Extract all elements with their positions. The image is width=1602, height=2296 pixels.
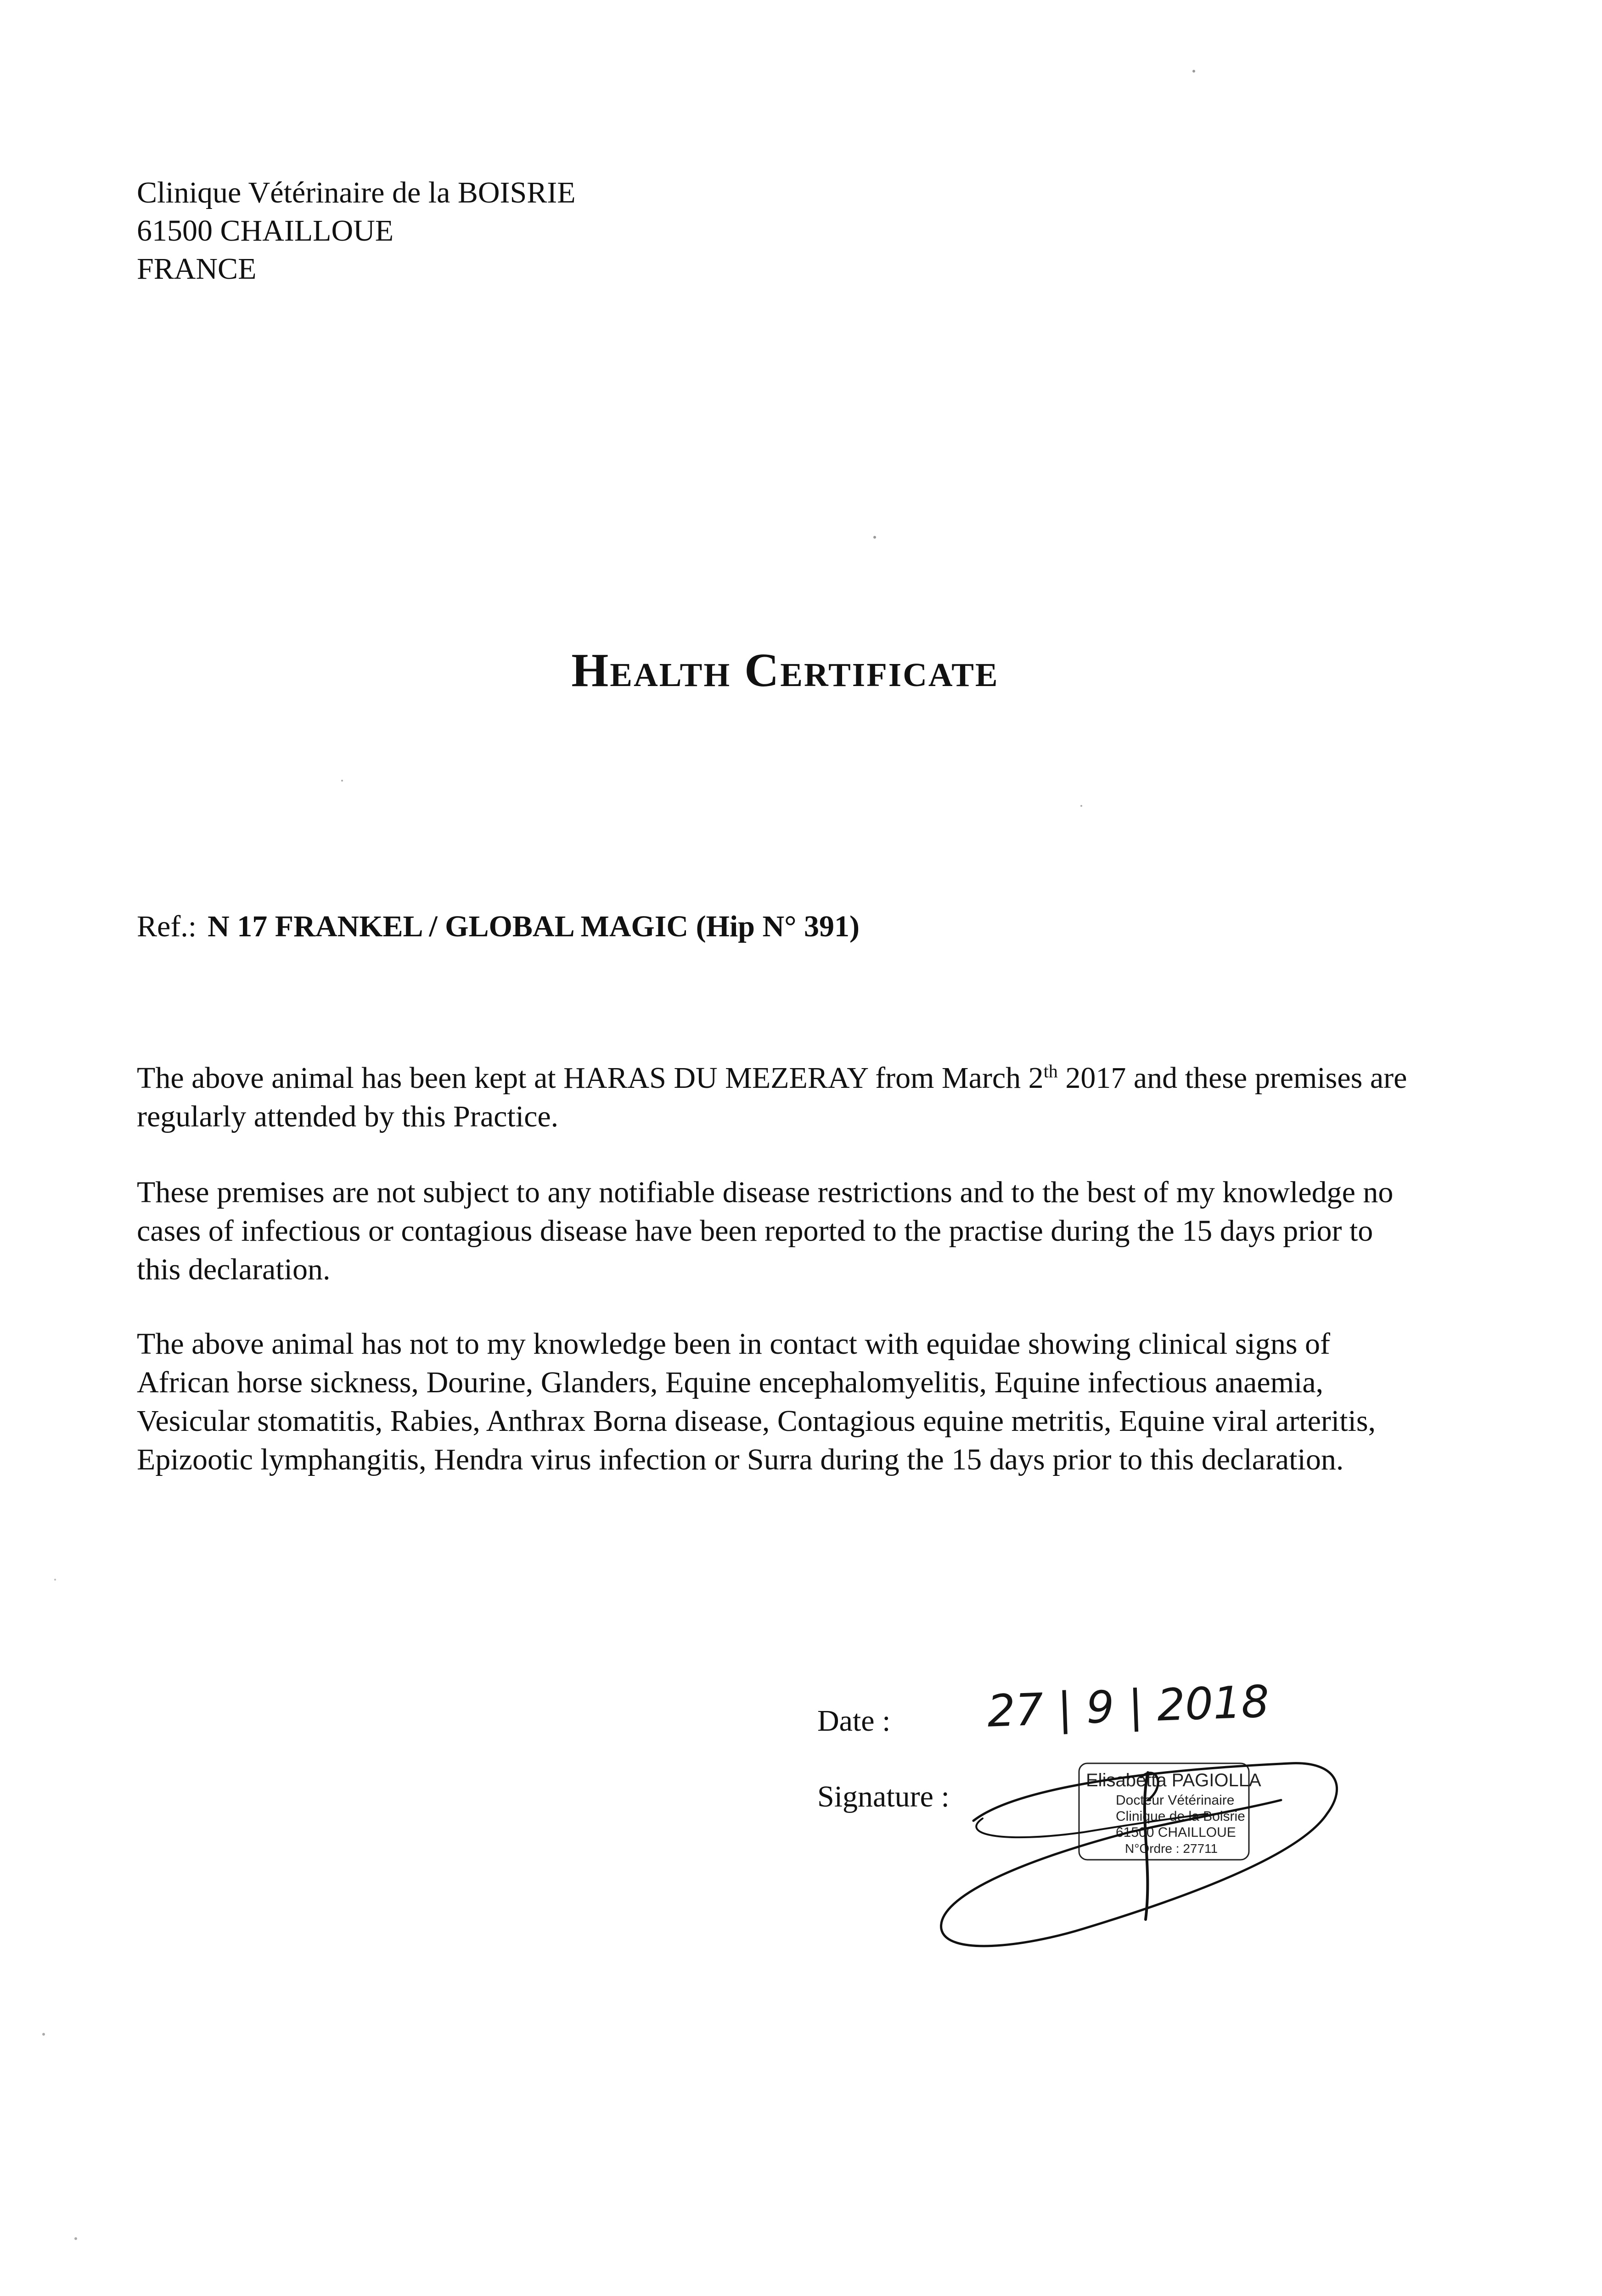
sender-address: [137, 174, 576, 288]
sender-postal-city: 61500 CHAILLOUE: [137, 214, 394, 248]
sender-country: FRANCE: [137, 252, 257, 286]
paragraph-1-end: 2017 and these premises are regularly attended by this Practice.: [137, 1061, 1407, 1133]
paragraph-no-restrictions: These premises are not subject to any notifiable disease restrictions and to the best of my knowledge no cases of infectious or contagious disease have been reported to the practise during the 15 days prior to this declaration.: [137, 1176, 1394, 1286]
reference-value: N 17 FRANKEL / GLOBAL MAGIC (Hip N° 391): [208, 910, 860, 943]
paragraph-1-start: The above animal has been kept at HARAS DU MEZERAY from March 2: [137, 1061, 1044, 1095]
paragraph-no-contact: The above animal has not to my knowledge been in contact with equidae showing clinical signs of African horse sickness, Dourine, Glanders, Equine encephalomyelitis, Equine infectious anaemia, Vesicular stomatitis, Rabies, Anthrax Borna disease, Contagious equine metritis, Equine viral arteritis, Epizootic lymphangitis, Hendra virus infection or Surra during the 15 days prior to this declaration.: [137, 1327, 1376, 1476]
handwritten-date: 27 | 9 | 2018: [986, 1676, 1270, 1737]
signature-label: Signature :: [817, 1780, 950, 1813]
reference-label: Ref.:: [137, 910, 197, 943]
stamp-clinic: Clinique de la Boisrie: [1116, 1809, 1245, 1824]
stamp-address: 61500 CHAILLOUE: [1116, 1825, 1236, 1840]
paragraph-1-superscript: th: [1043, 1061, 1058, 1081]
stamp-title: Docteur Vétérinaire: [1116, 1793, 1235, 1808]
date-label: Date :: [817, 1704, 891, 1738]
paragraph-premises-kept: [137, 1059, 1422, 1136]
document-title: Health Certificate: [571, 644, 999, 697]
stamp-name: Elisabetta PAGIOLLA: [1086, 1770, 1261, 1790]
stamp-order-number: N°Ordre : 27711: [1125, 1841, 1218, 1856]
reference-line: [137, 909, 860, 944]
signature-stamp-graphic: [932, 1745, 1345, 1984]
sender-clinic-name: Clinique Vétérinaire de la BOISRIE: [137, 176, 576, 209]
